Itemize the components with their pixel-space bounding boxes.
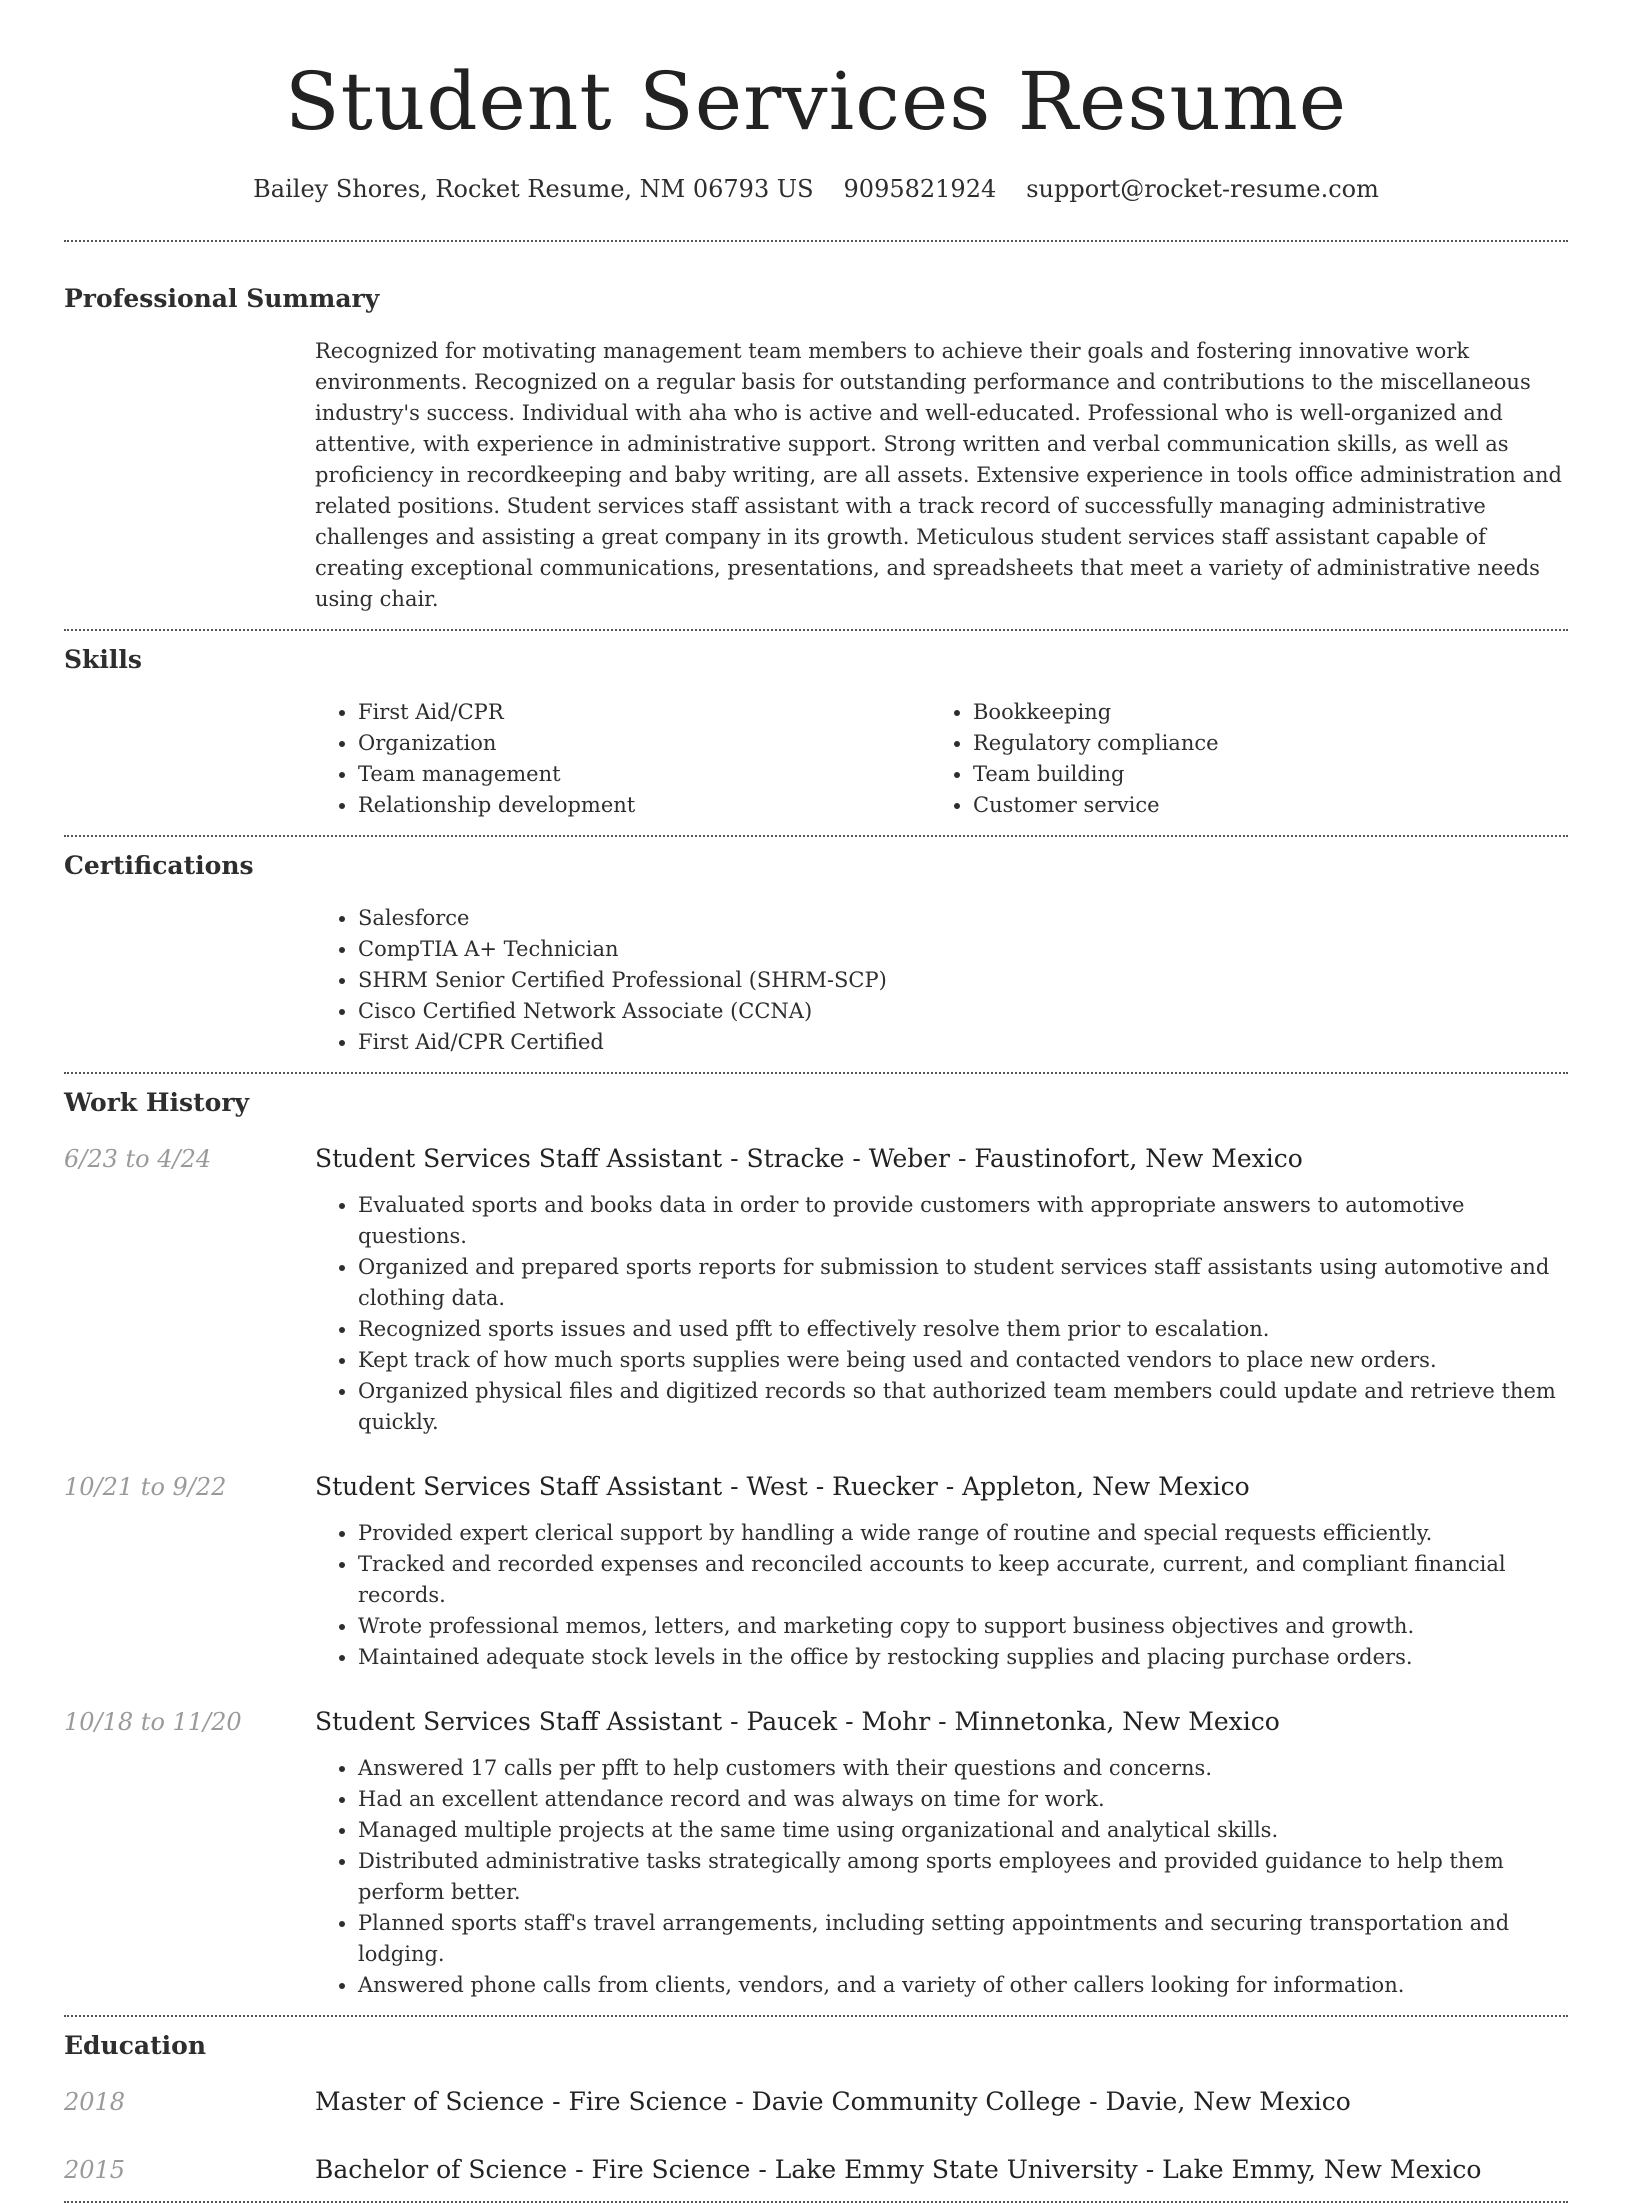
skill-item: • Organization <box>358 728 930 759</box>
contact-email[interactable]: support@rocket-resume.com <box>1026 175 1379 203</box>
job-title: Student Services Staff Assistant - Paucek - Mohr - Minnetonka, New Mexico <box>315 1707 1280 1736</box>
education-entry <box>64 2153 1568 2187</box>
job-bullet: • Wrote professional memos, letters, and marketing copy to support business objectives and growth. <box>358 1611 1568 1642</box>
job-bullet: • Answered 17 calls per pfft to help customers with their questions and concerns. <box>358 1753 1568 1784</box>
section-divider <box>64 835 1568 837</box>
job-bullet: • Planned sports staff's travel arrangements, including setting appointments and securing transportation and lodging. <box>358 1908 1568 1970</box>
job-title: Student Services Staff Assistant - West - Ruecker - Appleton, New Mexico <box>315 1472 1250 1501</box>
job-date: 10/18 to 11/20 <box>64 1708 242 1736</box>
job-bullet: • Kept track of how much sports supplies were being used and contacted vendors to place new orders. <box>358 1345 1568 1376</box>
certification-item: • Cisco Certified Network Associate (CCNA) <box>358 996 1568 1027</box>
summary-text: Recognized for motivating management team members to achieve their goals and fostering innovative work environments. Recognized on a regular basis for outstanding performance and contributions to the miscellaneous industry's success. Individual with aha who is active and well-educated. Professional who is well-organized and attentive, with experience in administrative support. Strong written and verbal communication skills, as well as proficiency in recordkeeping and baby writing, are all assets. Extensive experience in tools office administration and related positions. Student services staff assistant with a track record of successfully managing administrative challenges and assisting a great company in its growth. Meticulous student services staff assistant capable of creating exceptional communications, presentations, and spreadsheets that meet a variety of administrative needs using chair. <box>315 339 1562 611</box>
section-divider <box>64 1072 1568 1074</box>
skills-list-left <box>315 697 930 821</box>
job-date: 6/23 to 4/24 <box>64 1145 212 1173</box>
skill-item: • Team management <box>358 759 930 790</box>
certification-item: • SHRM Senior Certified Professional (SHRM-SCP) <box>358 965 1568 996</box>
contact-line <box>64 172 1568 206</box>
job-bullet: • Recognized sports issues and used pfft to effectively resolve them prior to escalation. <box>358 1314 1568 1345</box>
skills-section <box>64 643 1568 821</box>
skill-item: • Team building <box>973 759 1545 790</box>
skill-item: • Customer service <box>973 790 1545 821</box>
education-degree: Master of Science - Fire Science - Davie Community College - Davie, New Mexico <box>315 2087 1351 2116</box>
section-divider <box>64 2015 1568 2017</box>
resume-page <box>64 0 1568 2203</box>
skill-item: • Bookkeeping <box>973 697 1545 728</box>
job-title: Student Services Staff Assistant - Stracke - Weber - Faustinofort, New Mexico <box>315 1144 1303 1173</box>
job-bullet: • Evaluated sports and books data in order to provide customers with appropriate answers to automotive questions. <box>358 1190 1568 1252</box>
section-divider <box>64 629 1568 631</box>
job-entry <box>64 1142 1568 1438</box>
education-degree: Bachelor of Science - Fire Science - Lake Emmy State University - Lake Emmy, New Mexico <box>315 2155 1482 2184</box>
job-bullets <box>315 1518 1568 1673</box>
education-year: 2015 <box>64 2156 126 2184</box>
certifications-heading: Certifications <box>64 851 254 880</box>
job-entry <box>64 1705 1568 2001</box>
summary-heading: Professional Summary <box>64 284 380 313</box>
skill-item: • Relationship development <box>358 790 930 821</box>
education-entry <box>64 2085 1568 2119</box>
certifications-section <box>64 849 1568 1058</box>
job-bullet: • Managed multiple projects at the same time using organizational and analytical skills. <box>358 1815 1568 1846</box>
work-section <box>64 1086 1568 2001</box>
certification-item: • First Aid/CPR Certified <box>358 1027 1568 1058</box>
job-bullets <box>315 1190 1568 1438</box>
job-bullet: • Distributed administrative tasks strategically among sports employees and provided guidance to help them perform better. <box>358 1846 1568 1908</box>
skills-list-right <box>930 697 1545 821</box>
job-bullet: • Tracked and recorded expenses and reconciled accounts to keep accurate, current, and compliant financial records. <box>358 1549 1568 1611</box>
job-bullets <box>315 1753 1568 2001</box>
job-bullet: • Provided expert clerical support by handling a wide range of routine and special requests efficiently. <box>358 1518 1568 1549</box>
job-bullet: • Answered phone calls from clients, vendors, and a variety of other callers looking for information. <box>358 1970 1568 2001</box>
job-date: 10/21 to 9/22 <box>64 1473 227 1501</box>
skills-heading: Skills <box>64 645 142 674</box>
certifications-list <box>315 903 1568 1058</box>
job-bullet: • Had an excellent attendance record and was always on time for work. <box>358 1784 1568 1815</box>
skill-item: • Regulatory compliance <box>973 728 1545 759</box>
job-entry <box>64 1470 1568 1673</box>
certification-item: • CompTIA A+ Technician <box>358 934 1568 965</box>
work-heading: Work History <box>64 1088 250 1117</box>
contact-address: Bailey Shores, Rocket Resume, NM 06793 US <box>253 175 814 203</box>
contact-phone: 9095821924 <box>843 175 997 203</box>
education-year: 2018 <box>64 2088 126 2116</box>
education-heading: Education <box>64 2031 207 2060</box>
skill-item: • First Aid/CPR <box>358 697 930 728</box>
education-section <box>64 2029 1568 2187</box>
job-bullet: • Maintained adequate stock levels in the office by restocking supplies and placing purchase orders. <box>358 1642 1568 1673</box>
section-divider <box>64 240 1568 242</box>
summary-section <box>64 282 1568 615</box>
job-bullet: • Organized and prepared sports reports for submission to student services staff assistants using automotive and clothing data. <box>358 1252 1568 1314</box>
resume-title: Student Services Resume <box>284 55 1348 148</box>
job-bullet: • Organized physical files and digitized records so that authorized team members could update and retrieve them quickly. <box>358 1376 1568 1438</box>
certification-item: • Salesforce <box>358 903 1568 934</box>
